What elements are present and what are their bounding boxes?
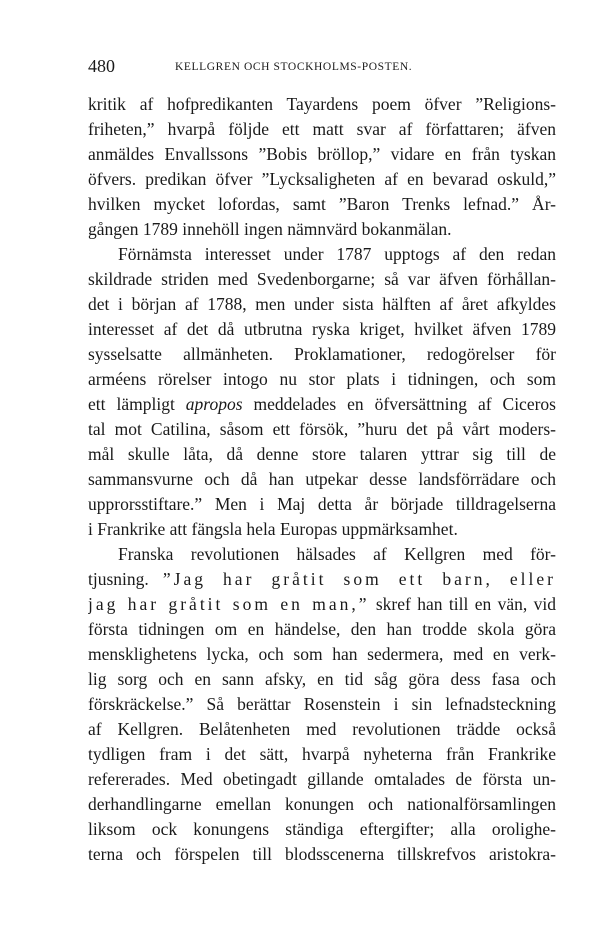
text-line: interesset af det då utbrutna ryska kriget, hvilket äfven 1789 — [88, 319, 556, 339]
text-segment: tjusning. — [88, 569, 163, 589]
text-line: sysselsatte allmänheten. Proklamationer, redogörelser för — [88, 344, 556, 364]
text-line: öfvers. predikan öfver ”Lycksaligheten af en bevarad oskuld,” — [88, 169, 556, 189]
text-line: af Kellgren. Belåtenheten med revolutionen trädde också — [88, 719, 556, 739]
text-line: i Frankrike att fängsla hela Europas uppmärksamhet. — [88, 519, 458, 539]
running-title: KELLGREN OCH STOCKHOLMS-POSTEN. — [175, 61, 413, 73]
text-line — [88, 392, 556, 417]
body-text — [88, 92, 556, 867]
text-line: mensklighetens lycka, och som han sedermera, med en verk- — [88, 644, 556, 664]
text-line: gången 1789 innehöll ingen nämnvärd bokanmälan. — [88, 219, 452, 239]
text-line: Franska revolutionen hälsades af Kellgren med för- — [118, 544, 556, 564]
text-line: terna och förspelen till blodsscenerna tillskrefvos aristokra- — [88, 844, 556, 864]
text-line — [88, 567, 556, 592]
page-number: 480 — [88, 56, 115, 76]
text-line: anmäldes Envallssons ”Bobis bröllop,” vidare en från tyskan — [88, 144, 556, 164]
text-line: skildrade striden med Svedenborgarne; så var äfven förhållan- — [88, 269, 556, 289]
text-line — [88, 592, 556, 617]
text-line: friheten,” hvarpå följde ett matt svar af författaren; äfven — [88, 119, 556, 139]
italic-text: apropos — [185, 394, 243, 414]
text-line: första tidningen om en händelse, den han trodde skola göra — [88, 619, 556, 639]
text-line: lig sorg och en sann afsky, en tid såg göra dess fasa och — [88, 669, 556, 689]
text-segment: meddelades en öfversättning af Ciceros — [242, 394, 556, 414]
text-line: liksom ock konungens ständiga eftergifter; alla orolighe- — [88, 819, 556, 839]
spaced-quote: ”Jag har gråtit som ett barn, eller — [162, 569, 556, 589]
text-line: upprorsstiftare.” Men i Maj detta år började tilldragelserna — [88, 494, 556, 514]
text-line: kritik af hofpredikanten Tayardens poem öfver ”Religions- — [88, 94, 556, 114]
spaced-quote: jag har gråtit som en man,” — [88, 594, 370, 614]
text-segment: skref han till en vän, vid — [369, 594, 556, 614]
text-line: det i början af 1788, men under sista hälften af året afkyldes — [88, 294, 556, 314]
text-line: arméens rörelser intogo nu stor plats i tidningen, och som — [88, 369, 556, 389]
text-line: tydligen fram i det sätt, hvarpå nyheterna från Frankrike — [88, 744, 556, 764]
text-line: mål skulle låta, då denne store talaren yttrar sig till de — [88, 444, 556, 464]
text-line: förskräckelse.” Så berättar Rosenstein i sin lefnadsteckning — [88, 694, 556, 714]
text-line: Förnämsta interesset under 1787 upptogs af den redan — [118, 244, 556, 264]
text-line: hvilken mycket lofordas, samt ”Baron Trenks lefnad.” År- — [88, 194, 556, 214]
text-line: tal mot Catilina, såsom ett försök, ”huru det på vårt moders- — [88, 419, 556, 439]
text-line: sammansvurne och då han utpekar desse landsförrädare och — [88, 469, 556, 489]
text-segment: ett lämpligt — [88, 394, 186, 414]
text-line: refererades. Med obetingadt gillande omtalades de första un- — [88, 769, 556, 789]
text-line: derhandlingarne emellan konungen och nationalförsamlingen — [88, 794, 556, 814]
